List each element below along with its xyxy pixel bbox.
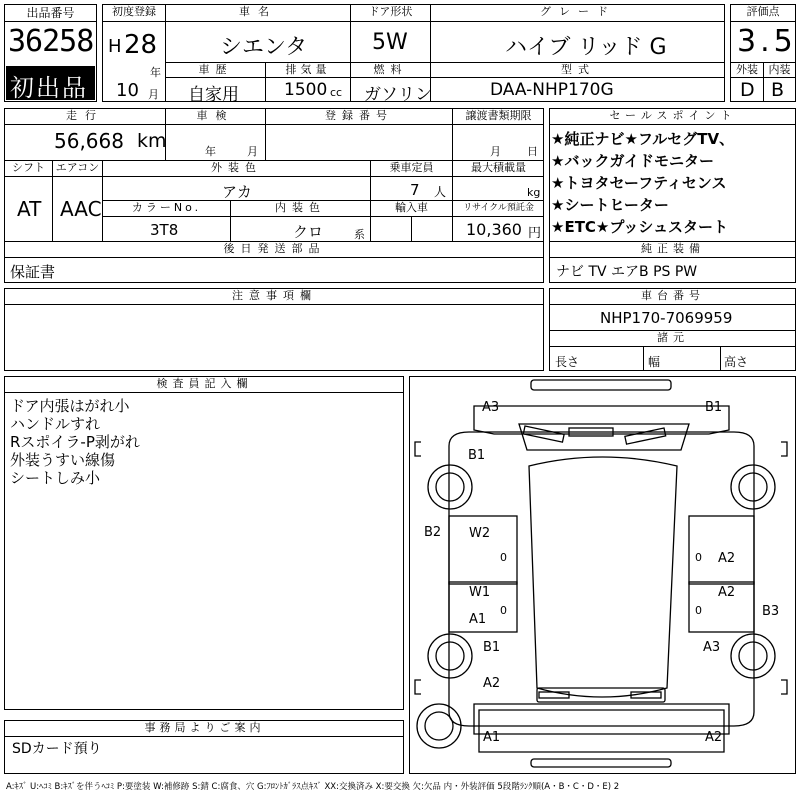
- reg-month: 10: [116, 80, 139, 101]
- int-color-label: 内装色: [275, 201, 326, 214]
- inspector-line: シートしみ小: [10, 469, 101, 487]
- mileage-label: 走行: [66, 109, 104, 122]
- damage-mark: A3: [703, 640, 721, 655]
- displacement-value: 1500: [284, 80, 328, 100]
- model-value: DAA-NHP170G: [490, 80, 614, 100]
- mileage-unit: km: [137, 130, 167, 152]
- legend-text: A:ｷｽﾞ U:ﾍｺﾐ B:ｷｽﾞを伴うﾍｺﾐ P:要塗装 W:補修跡 S:錆 C:腐食、穴 G:ﾌﾛﾝﾄｶﾞﾗｽ点ｷｽﾞ XX:交換済み X:要交換 欠:欠品 内・外装評価 5段階ﾗﾝｸ順(A・B・C・D・E) 2: [6, 782, 620, 792]
- interior-grade-value: B: [771, 79, 785, 101]
- notes-label: 注意事項欄: [232, 289, 317, 302]
- office-text: SDカード預り: [12, 741, 102, 757]
- first-listing-text: 初出品: [10, 74, 88, 102]
- exterior-grade-value: D: [740, 79, 755, 101]
- equipment-label: 純正装備: [641, 242, 705, 255]
- damage-mark: B1: [468, 448, 486, 463]
- lot-number: 36258: [8, 24, 94, 59]
- width-label: 幅: [648, 355, 661, 369]
- capacity-value: 7: [410, 181, 420, 199]
- diagram-zero: 0: [500, 604, 507, 617]
- length-label: 長さ: [555, 355, 580, 369]
- grade-value: ハイブ リッド G: [505, 35, 667, 60]
- damage-mark: B1: [705, 400, 723, 415]
- fuel-value: ガソリン: [364, 85, 432, 105]
- damage-mark: A2: [718, 551, 736, 566]
- diagram-zero: 0: [695, 604, 702, 617]
- damage-mark: W2: [469, 526, 491, 541]
- inspection-year-unit: 年: [205, 145, 216, 158]
- sales-point-item: ★トヨタセーフティセンス: [551, 174, 727, 192]
- shift-label: シフト: [12, 161, 45, 174]
- history-label: 車歴: [198, 63, 233, 76]
- max-load-label: 最大積載量: [471, 161, 526, 174]
- diagram-zero: 0: [695, 551, 702, 564]
- equipment-value: ナビ TV エアB PS PW: [556, 264, 698, 280]
- damage-mark: A3: [482, 400, 500, 415]
- car-name-label: 車名: [239, 5, 277, 18]
- max-load-unit: kg: [527, 186, 541, 199]
- reg-year: 28: [124, 30, 158, 60]
- inspector-label: 検査員記入欄: [156, 377, 253, 390]
- displacement-unit: cc: [330, 86, 343, 99]
- inspector-line: ドア内張はがれ小: [10, 397, 130, 415]
- diagram-zero: 0: [500, 551, 507, 564]
- later-parts-value: 保証書: [10, 263, 56, 281]
- car-name: シエンタ: [220, 35, 308, 60]
- dims-label: 諸元: [657, 331, 689, 344]
- exterior-grade-label: 外装: [736, 63, 758, 76]
- height-label: 高さ: [724, 355, 749, 369]
- damage-mark: A2: [718, 585, 736, 600]
- damage-mark: A2: [705, 730, 723, 745]
- inspector-line: Rスポイラ-P剥がれ: [10, 433, 140, 451]
- displacement-label: 排気量: [285, 63, 331, 76]
- inspector-line: ハンドルすれ: [10, 415, 101, 433]
- chassis-label: 車台番号: [641, 289, 705, 302]
- chassis-value: NHP170-7069959: [600, 309, 733, 327]
- registration-label: 登録番号: [325, 109, 393, 122]
- model-label: 型式: [561, 63, 595, 76]
- later-parts-label: 後日発送部品: [223, 242, 326, 255]
- damage-mark: A2: [483, 676, 501, 691]
- capacity-unit: 人: [434, 185, 447, 199]
- aircon-value: AAC: [60, 197, 102, 221]
- shift-value: AT: [17, 197, 42, 221]
- office-label: 事務局よりご案内: [144, 721, 265, 734]
- era-letter: H: [108, 36, 122, 57]
- mileage-value: 56,668: [54, 129, 124, 153]
- interior-grade-label: 内装: [768, 63, 791, 76]
- car-diagram: [409, 376, 796, 774]
- sales-point-label: セールスポイント: [609, 109, 737, 122]
- import-label: 輸入車: [395, 201, 428, 214]
- recycle-unit: 円: [528, 226, 542, 241]
- damage-mark: W1: [469, 585, 491, 600]
- sales-point-item: ★シートヒーター: [551, 196, 669, 214]
- sales-point-item: ★バックガイドモニター: [551, 152, 714, 170]
- damage-mark: A1: [483, 730, 501, 745]
- int-color-value: クロ: [293, 223, 324, 241]
- first-reg-label: 初度登録: [112, 5, 156, 18]
- fuel-label: 燃料: [373, 63, 408, 76]
- ext-color-label: 外装色: [211, 161, 262, 174]
- transfer-label: 譲渡書類期限: [465, 109, 532, 122]
- grade-label: グレード: [540, 5, 616, 18]
- reg-month-unit: 月: [148, 88, 159, 101]
- score-label: 評価点: [746, 5, 780, 18]
- transfer-month-unit: 月: [490, 145, 501, 158]
- color-no-label: カラーNo.: [131, 201, 202, 214]
- recycle-value: 10,360: [466, 220, 522, 239]
- sales-point-item: ★純正ナビ★フルセグTV、: [551, 130, 735, 148]
- damage-mark: A1: [469, 612, 487, 627]
- recycle-label: リサイクル預託金: [463, 203, 534, 213]
- color-no-value: 3T8: [150, 221, 179, 239]
- damage-mark: B3: [762, 604, 780, 619]
- damage-mark: B1: [483, 640, 501, 655]
- damage-mark: B2: [424, 525, 442, 540]
- door-value: 5W: [372, 30, 408, 55]
- ext-color-value: アカ: [222, 183, 252, 201]
- capacity-label: 乗車定員: [389, 161, 434, 174]
- inspector-line: 外装うすい線傷: [10, 451, 116, 469]
- history-value: 自家用: [188, 85, 239, 105]
- aircon-label: エアコン: [55, 161, 100, 174]
- inspection-label: 車検: [196, 109, 235, 122]
- reg-year-unit: 年: [150, 66, 161, 79]
- sales-point-item: ★ETC★プッシュスタート: [551, 218, 729, 236]
- lot-label: 出品番号: [5, 5, 96, 22]
- transfer-day-unit: 日: [527, 145, 538, 158]
- door-label: ドア形状: [368, 5, 413, 18]
- int-color-unit: 系: [354, 228, 365, 241]
- score-value: 3.5: [737, 24, 797, 59]
- inspection-month-unit: 月: [247, 145, 258, 158]
